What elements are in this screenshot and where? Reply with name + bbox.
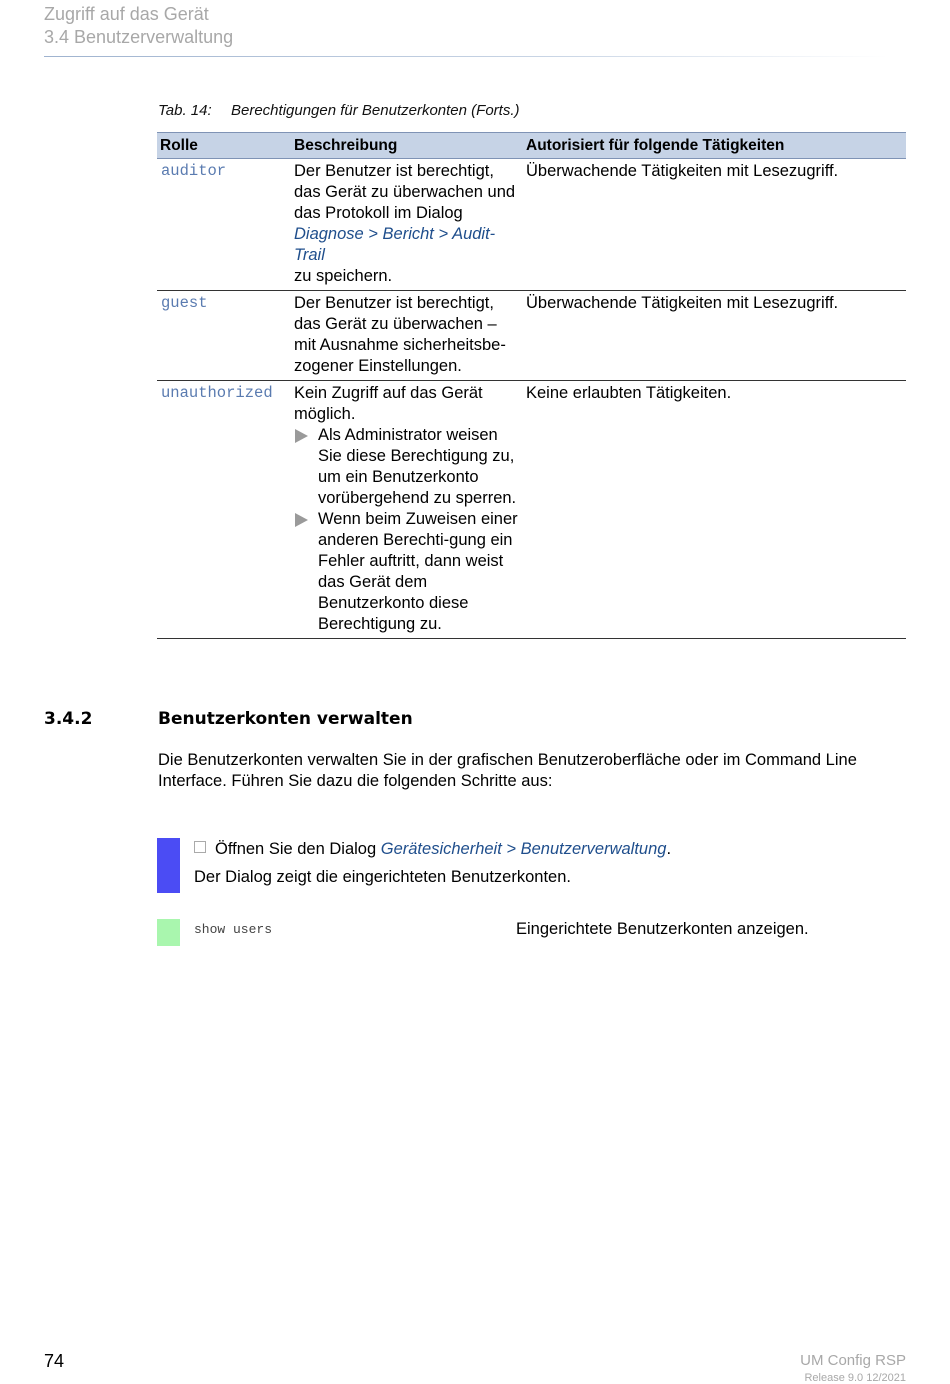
header-chapter: Zugriff auf das Gerät [44, 4, 209, 24]
description-cell [291, 381, 523, 639]
cli-step-marker [157, 919, 180, 946]
role-cell: auditor [157, 159, 291, 291]
role-cell: guest [157, 291, 291, 381]
gui-step-text: Öffnen Sie den Dialog [215, 840, 377, 858]
description-text: zu speichern. [294, 267, 393, 285]
dialog-path-link: Diagnose > Bericht > Audit-Trail [294, 225, 496, 264]
column-header-description: Beschreibung [291, 133, 523, 159]
section-intro: Die Benutzerkonten verwalten Sie in der grafischen Benutzeroberfläche oder im Command Line Interface. Führen Sie dazu die folgenden Schritte aus: [158, 751, 857, 790]
column-header-authorized: Autorisiert für folgende Tätigkeiten [523, 133, 906, 159]
authorized-cell: Keine erlaubten Tätigkeiten. [523, 381, 906, 639]
authorized-cell: Überwachende Tätigkeiten mit Lesezugriff. [523, 159, 906, 291]
list-item-text: Wenn beim Zuweisen einer anderen Berechti-gung ein Fehler auftritt, dann weist das Gerät dem Benutzerkonto diese Berechtigung zu. [318, 510, 518, 633]
table-row [157, 159, 906, 291]
table-caption-title: Berechtigungen für Benutzerkonten (Forts.) [231, 102, 520, 119]
list-item [294, 509, 520, 635]
header-section: 3.4 Benutzerverwaltung [44, 27, 234, 47]
footer-release: Release 9.0 12/2021 [804, 1372, 906, 1384]
list-item-text: Als Administrator weisen Sie diese Berechtigung zu, um ein Benutzerkonto vorübergehend zu sperren. [318, 426, 517, 507]
description-text: Der Benutzer ist berechtigt, das Gerät zu überwachen und das Protokoll im Dialog [294, 162, 516, 222]
table-caption-number: Tab. 14: [158, 102, 212, 119]
header-rule [44, 56, 888, 57]
table-row [157, 291, 906, 381]
column-header-role: Rolle [157, 133, 291, 159]
dialog-path-link: Gerätesicherheit > Benutzerverwaltung [380, 840, 667, 858]
instruction-list [294, 425, 520, 635]
table-row [157, 381, 906, 639]
section-number: 3.4.2 [44, 709, 93, 729]
cli-command: show users [194, 922, 273, 937]
checkbox-icon[interactable] [194, 841, 206, 853]
gui-step-result: Der Dialog zeigt die eingerichteten Benutzerkonten. [194, 868, 571, 886]
description-cell [291, 159, 523, 291]
triangle-bullet-icon [295, 513, 308, 527]
role-cell: unauthorized [157, 381, 291, 639]
list-item [294, 425, 520, 509]
table-header-row [157, 133, 906, 159]
gui-step-instruction [194, 839, 671, 860]
table-caption [158, 102, 520, 119]
triangle-bullet-icon [295, 429, 308, 443]
gui-step-marker [157, 838, 180, 893]
description-cell: Der Benutzer ist berechtigt, das Gerät zu überwachen – mit Ausnahme sicherheitsbe-zogener Einstellungen. [291, 291, 523, 381]
description-text: Kein Zugriff auf das Gerät möglich. [294, 384, 483, 423]
cli-description: Eingerichtete Benutzerkonten anzeigen. [516, 920, 809, 938]
section-title: Benutzerkonten verwalten [158, 709, 413, 729]
authorized-cell: Überwachende Tätigkeiten mit Lesezugriff. [523, 291, 906, 381]
permissions-table [157, 132, 906, 639]
page-number: 74 [44, 1351, 65, 1371]
gui-step-text-end: . [666, 840, 672, 858]
footer-document: UM Config RSP [800, 1352, 906, 1369]
running-header [44, 3, 233, 49]
